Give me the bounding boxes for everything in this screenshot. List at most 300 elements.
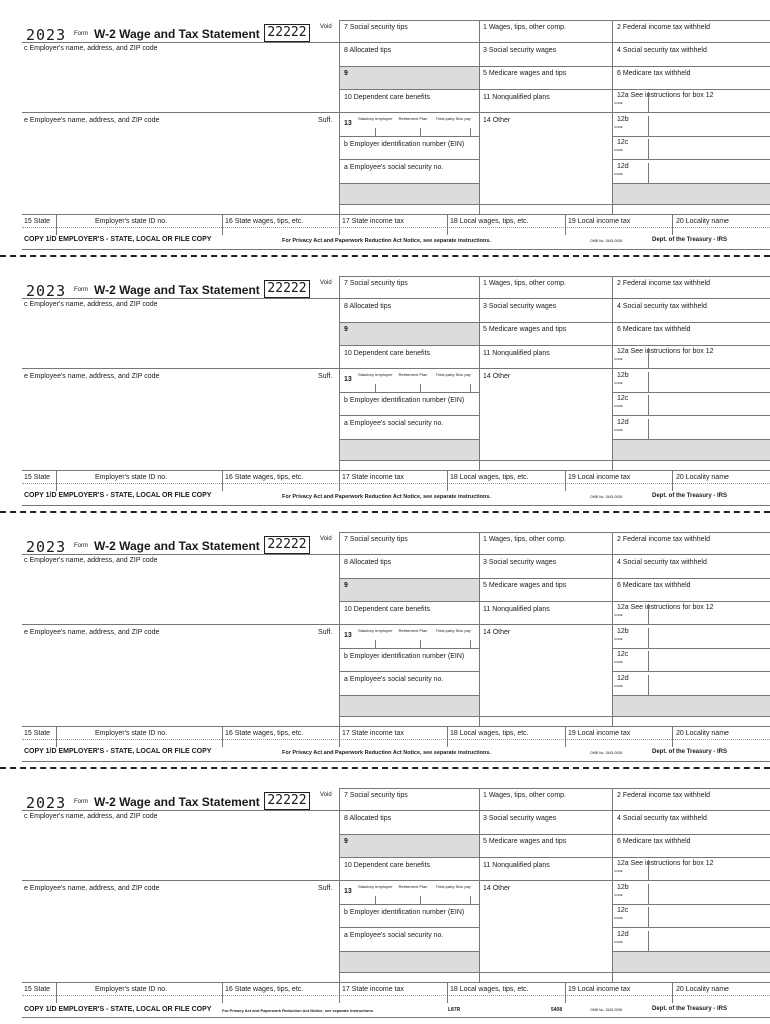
code-separator bbox=[648, 116, 649, 136]
privacy-notice: For Privacy Act and Paperwork Reduction Act Notice, see separate instructions. bbox=[282, 750, 491, 756]
box-a-label: a Employee's social security no. bbox=[344, 164, 444, 171]
box-2-label: 2 Federal income tax withheld bbox=[617, 24, 710, 31]
box-3-label: 3 Social security wages bbox=[483, 303, 557, 310]
dotted-divider bbox=[22, 483, 770, 484]
box-18-label: 18 Local wages, tips, etc. bbox=[450, 986, 529, 993]
suffix-label: Suff. bbox=[318, 629, 333, 636]
divider bbox=[222, 726, 223, 747]
box-9-shade bbox=[340, 835, 479, 857]
form-year: 2023 bbox=[26, 282, 67, 300]
box-4-label: 4 Social security tax withheld bbox=[617, 47, 707, 54]
box-15-id-label: Employer's state ID no. bbox=[95, 218, 168, 225]
divider bbox=[339, 298, 770, 299]
box-11-label: 11 Nonqualified plans bbox=[483, 606, 550, 613]
box-19-label: 19 Local income tax bbox=[568, 986, 631, 993]
box-13-statutory-label: Statutory employee bbox=[358, 884, 393, 889]
divider bbox=[339, 788, 770, 789]
copy-label: COPY 1/D EMPLOYER'S - STATE, LOCAL OR FILE COPY bbox=[24, 748, 212, 755]
shade-area bbox=[340, 952, 479, 972]
omb-number: OMB No. 1545-0008 bbox=[590, 751, 623, 755]
box-e-label: e Employee's name, address, and ZIP code bbox=[24, 117, 160, 124]
form-year: 2023 bbox=[26, 794, 67, 812]
divider bbox=[612, 159, 770, 160]
box-8-label: 8 Allocated tips bbox=[344, 559, 392, 566]
code-separator bbox=[648, 628, 649, 648]
divider bbox=[222, 470, 223, 491]
code-separator bbox=[648, 675, 649, 695]
divider bbox=[612, 904, 770, 905]
checkbox-13-thirdparty[interactable] bbox=[470, 896, 471, 904]
code-label: CODE bbox=[614, 101, 623, 105]
box-12d-label: 12d bbox=[617, 163, 629, 170]
cut-line bbox=[0, 511, 770, 513]
divider bbox=[339, 554, 770, 555]
divider bbox=[339, 42, 770, 43]
divider bbox=[22, 624, 770, 625]
divider bbox=[339, 972, 770, 973]
divider bbox=[612, 392, 770, 393]
w2-form-3 bbox=[0, 532, 770, 762]
box-14-label: 14 Other bbox=[483, 117, 511, 124]
box-10-label: 10 Dependent care benefits bbox=[344, 862, 431, 869]
dotted-divider bbox=[22, 739, 770, 740]
privacy-notice: For Privacy Act and Paperwork Reduction Act Notice, see separate instructions. bbox=[282, 494, 491, 500]
dept-label: Dept. of the Treasury - IRS bbox=[652, 493, 728, 499]
divider bbox=[612, 415, 770, 416]
code-label: CODE bbox=[614, 381, 623, 385]
form-word: Form bbox=[74, 287, 88, 293]
form-code: 22222 bbox=[264, 792, 310, 810]
box-6-label: 6 Medicare tax withheld bbox=[617, 70, 691, 77]
code-label: CODE bbox=[614, 404, 623, 408]
box-13-statutory-label: Statutory employee bbox=[358, 372, 393, 377]
box-12c-label: 12c bbox=[617, 395, 629, 402]
box-16-label: 16 State wages, tips, etc. bbox=[225, 218, 304, 225]
code-label: CODE bbox=[614, 148, 623, 152]
divider bbox=[479, 20, 480, 214]
box-14-label: 14 Other bbox=[483, 885, 511, 892]
divider bbox=[612, 927, 770, 928]
divider bbox=[22, 554, 339, 555]
checkbox-13-thirdparty[interactable] bbox=[470, 128, 471, 136]
box-12a-label: 12a See instructions for box 12 bbox=[617, 348, 714, 355]
form-code: 22222 bbox=[264, 536, 310, 554]
box-12c-label: 12c bbox=[617, 651, 629, 658]
box-17-label: 17 State income tax bbox=[342, 730, 404, 737]
box-7-label: 7 Social security tips bbox=[344, 792, 408, 799]
box-18-label: 18 Local wages, tips, etc. bbox=[450, 218, 529, 225]
box-17-label: 17 State income tax bbox=[342, 474, 404, 481]
divider bbox=[339, 204, 770, 205]
box-e-label: e Employee's name, address, and ZIP code bbox=[24, 885, 160, 892]
divider bbox=[479, 532, 480, 726]
code-separator bbox=[648, 163, 649, 183]
w2-form-1 bbox=[0, 20, 770, 250]
divider bbox=[22, 1017, 770, 1018]
divider bbox=[339, 392, 479, 393]
box-16-label: 16 State wages, tips, etc. bbox=[225, 474, 304, 481]
box-3-label: 3 Social security wages bbox=[483, 47, 557, 54]
shade-area bbox=[613, 696, 770, 716]
w2-form-4 bbox=[0, 788, 770, 1018]
form-word: Form bbox=[74, 31, 88, 37]
box-14-label: 14 Other bbox=[483, 373, 511, 380]
box-e-label: e Employee's name, address, and ZIP code bbox=[24, 373, 160, 380]
privacy-notice: For Privacy Act and Paperwork Reduction Act Notice, see separate instructions. bbox=[282, 238, 491, 244]
divider bbox=[22, 112, 770, 113]
divider bbox=[565, 982, 566, 1003]
box-5-label: 5 Medicare wages and tips bbox=[483, 326, 567, 333]
box-16-label: 16 State wages, tips, etc. bbox=[225, 986, 304, 993]
box-12a-label: 12a See instructions for box 12 bbox=[617, 92, 714, 99]
box-9-label: 9 bbox=[344, 70, 348, 77]
box-b-label: b Employer identification number (EIN) bbox=[344, 397, 465, 404]
box-9-shade bbox=[340, 579, 479, 601]
divider bbox=[22, 726, 770, 727]
divider bbox=[22, 505, 770, 506]
box-e-label: e Employee's name, address, and ZIP code bbox=[24, 629, 160, 636]
box-20-label: 20 Locality name bbox=[676, 730, 729, 737]
divider bbox=[339, 214, 340, 235]
box-7-label: 7 Social security tips bbox=[344, 24, 408, 31]
box-13-label: 13 bbox=[344, 120, 352, 127]
box-1-label: 1 Wages, tips, other comp. bbox=[483, 24, 566, 31]
box-12c-label: 12c bbox=[617, 139, 629, 146]
box-c-label: c Employer's name, address, and ZIP code bbox=[24, 557, 158, 564]
box-16-label: 16 State wages, tips, etc. bbox=[225, 730, 304, 737]
divider bbox=[22, 761, 770, 762]
box-13-statutory-label: Statutory employee bbox=[358, 628, 393, 633]
checkbox-13-retirement[interactable] bbox=[420, 128, 421, 136]
divider bbox=[339, 20, 770, 21]
box-20-label: 20 Locality name bbox=[676, 474, 729, 481]
box-3-label: 3 Social security wages bbox=[483, 559, 557, 566]
code-label: CODE bbox=[614, 916, 623, 920]
shade-area bbox=[613, 440, 770, 460]
box-1-label: 1 Wages, tips, other comp. bbox=[483, 792, 566, 799]
divider bbox=[339, 159, 479, 160]
box-4-label: 4 Social security tax withheld bbox=[617, 815, 707, 822]
checkbox-13-retirement[interactable] bbox=[420, 384, 421, 392]
box-2-label: 2 Federal income tax withheld bbox=[617, 280, 710, 287]
divider bbox=[479, 276, 480, 470]
box-7-label: 7 Social security tips bbox=[344, 280, 408, 287]
divider bbox=[339, 601, 770, 602]
void-checkbox-label: Void bbox=[320, 536, 332, 542]
box-c-label: c Employer's name, address, and ZIP code bbox=[24, 301, 158, 308]
code-label: CODE bbox=[614, 125, 623, 129]
divider bbox=[447, 470, 448, 491]
box-12b-label: 12b bbox=[617, 884, 629, 891]
divider bbox=[672, 982, 673, 1003]
code-separator bbox=[648, 884, 649, 904]
dept-label: Dept. of the Treasury - IRS bbox=[652, 237, 728, 243]
box-1-label: 1 Wages, tips, other comp. bbox=[483, 280, 566, 287]
divider bbox=[339, 345, 770, 346]
checkbox-13-thirdparty[interactable] bbox=[470, 384, 471, 392]
form-year: 2023 bbox=[26, 26, 67, 44]
box-5-label: 5 Medicare wages and tips bbox=[483, 582, 567, 589]
box-5-label: 5 Medicare wages and tips bbox=[483, 70, 567, 77]
divider bbox=[339, 726, 340, 747]
box-13-retirement-label: Retirement Plan bbox=[398, 628, 428, 633]
box-15-label: 15 State bbox=[24, 730, 51, 737]
box-13-thirdparty-label: Third-party Sick pay bbox=[435, 628, 471, 633]
shade-area bbox=[613, 184, 770, 204]
box-7-label: 7 Social security tips bbox=[344, 536, 408, 543]
code-separator bbox=[648, 907, 649, 927]
box-a-label: a Employee's social security no. bbox=[344, 420, 444, 427]
box-8-label: 8 Allocated tips bbox=[344, 815, 392, 822]
divider bbox=[447, 982, 448, 1003]
box-13-thirdparty-label: Third-party Sick pay bbox=[435, 372, 471, 377]
box-13-statutory-label: Statutory employee bbox=[358, 116, 393, 121]
divider bbox=[22, 368, 770, 369]
box-12b-label: 12b bbox=[617, 628, 629, 635]
divider bbox=[339, 982, 340, 1003]
box-19-label: 19 Local income tax bbox=[568, 218, 631, 225]
box-a-label: a Employee's social security no. bbox=[344, 676, 444, 683]
box-12d-label: 12d bbox=[617, 419, 629, 426]
box-13-label: 13 bbox=[344, 888, 352, 895]
divider bbox=[339, 857, 770, 858]
box-18-label: 18 Local wages, tips, etc. bbox=[450, 730, 529, 737]
dotted-divider bbox=[22, 227, 770, 228]
box-13-retirement-label: Retirement Plan bbox=[398, 372, 428, 377]
form-word: Form bbox=[74, 543, 88, 549]
divider bbox=[22, 982, 770, 983]
divider bbox=[339, 460, 770, 461]
divider bbox=[339, 136, 479, 137]
form-title: W-2 Wage and Tax Statement bbox=[94, 539, 260, 553]
divider bbox=[565, 726, 566, 747]
suffix-label: Suff. bbox=[318, 373, 333, 380]
dept-label: Dept. of the Treasury - IRS bbox=[652, 749, 728, 755]
shade-area bbox=[340, 184, 479, 204]
code-label: CODE bbox=[614, 172, 623, 176]
box-15-id-label: Employer's state ID no. bbox=[95, 986, 168, 993]
shade-area bbox=[340, 440, 479, 460]
suffix-label: Suff. bbox=[318, 885, 333, 892]
dotted-divider bbox=[22, 995, 770, 996]
divider bbox=[447, 214, 448, 235]
divider bbox=[339, 904, 479, 905]
box-13-thirdparty-label: Third-party Sick pay bbox=[435, 116, 471, 121]
box-13-label: 13 bbox=[344, 632, 352, 639]
box-11-label: 11 Nonqualified plans bbox=[483, 94, 550, 101]
box-18-label: 18 Local wages, tips, etc. bbox=[450, 474, 529, 481]
box-10-label: 10 Dependent care benefits bbox=[344, 606, 431, 613]
divider bbox=[612, 136, 770, 137]
box-11-label: 11 Nonqualified plans bbox=[483, 862, 550, 869]
box-6-label: 6 Medicare tax withheld bbox=[617, 582, 691, 589]
copy-label: COPY 1/D EMPLOYER'S - STATE, LOCAL OR FILE COPY bbox=[24, 1006, 212, 1013]
box-19-label: 19 Local income tax bbox=[568, 730, 631, 737]
box-12a-label: 12a See instructions for box 12 bbox=[617, 604, 714, 611]
box-15-label: 15 State bbox=[24, 218, 51, 225]
form-word: Form bbox=[74, 799, 88, 805]
box-15-label: 15 State bbox=[24, 474, 51, 481]
box-c-label: c Employer's name, address, and ZIP code bbox=[24, 813, 158, 820]
privacy-notice: For Privacy Act and Paperwork Reduction Act Notice, see separate instructions. bbox=[222, 1008, 374, 1013]
divider bbox=[339, 927, 479, 928]
code-label: CODE bbox=[614, 613, 623, 617]
box-20-label: 20 Locality name bbox=[676, 986, 729, 993]
box-12a-label: 12a See instructions for box 12 bbox=[617, 860, 714, 867]
omb-number: OMB No. 1545-0008 bbox=[590, 1008, 623, 1012]
divider bbox=[339, 716, 770, 717]
box-12d-label: 12d bbox=[617, 931, 629, 938]
divider bbox=[56, 470, 57, 491]
divider bbox=[339, 810, 770, 811]
divider bbox=[22, 298, 339, 299]
divider bbox=[612, 671, 770, 672]
box-9-shade bbox=[340, 67, 479, 89]
form-code: 22222 bbox=[264, 280, 310, 298]
void-checkbox-label: Void bbox=[320, 24, 332, 30]
box-15-id-label: Employer's state ID no. bbox=[95, 474, 168, 481]
cut-line bbox=[0, 767, 770, 769]
copy-label: COPY 1/D EMPLOYER'S - STATE, LOCAL OR FILE COPY bbox=[24, 236, 212, 243]
code-separator bbox=[648, 651, 649, 671]
form-code: 22222 bbox=[264, 24, 310, 42]
divider bbox=[447, 726, 448, 747]
box-14-label: 14 Other bbox=[483, 629, 511, 636]
checkbox-13-statutory[interactable] bbox=[375, 384, 376, 392]
divider bbox=[339, 470, 340, 491]
code-label: CODE bbox=[614, 684, 623, 688]
box-10-label: 10 Dependent care benefits bbox=[344, 94, 431, 101]
code-label: CODE bbox=[614, 637, 623, 641]
box-8-label: 8 Allocated tips bbox=[344, 47, 392, 54]
divider bbox=[672, 470, 673, 491]
box-10-label: 10 Dependent care benefits bbox=[344, 350, 431, 357]
box-12c-label: 12c bbox=[617, 907, 629, 914]
box-2-label: 2 Federal income tax withheld bbox=[617, 536, 710, 543]
box-4-label: 4 Social security tax withheld bbox=[617, 303, 707, 310]
shade-area bbox=[340, 696, 479, 716]
code-separator bbox=[648, 931, 649, 951]
void-checkbox-label: Void bbox=[320, 280, 332, 286]
code-label: CODE bbox=[614, 869, 623, 873]
box-8-label: 8 Allocated tips bbox=[344, 303, 392, 310]
divider bbox=[22, 470, 770, 471]
divider bbox=[56, 214, 57, 235]
divider bbox=[339, 415, 479, 416]
w2-form-2 bbox=[0, 276, 770, 506]
divider bbox=[339, 671, 479, 672]
shade-area bbox=[613, 952, 770, 972]
omb-number: OMB No. 1545-0008 bbox=[590, 495, 623, 499]
box-12d-label: 12d bbox=[617, 675, 629, 682]
void-checkbox-label: Void bbox=[320, 792, 332, 798]
code-label: CODE bbox=[614, 428, 623, 432]
box-13-label: 13 bbox=[344, 376, 352, 383]
divider bbox=[222, 214, 223, 235]
code-label: CODE bbox=[614, 357, 623, 361]
divider bbox=[22, 42, 339, 43]
divider bbox=[22, 214, 770, 215]
box-12b-label: 12b bbox=[617, 116, 629, 123]
omb-number: OMB No. 1545-0008 bbox=[590, 239, 623, 243]
dept-label: Dept. of the Treasury - IRS bbox=[652, 1006, 728, 1012]
box-b-label: b Employer identification number (EIN) bbox=[344, 653, 465, 660]
code-separator bbox=[648, 372, 649, 392]
box-9-shade bbox=[340, 323, 479, 345]
divider bbox=[565, 470, 566, 491]
divider bbox=[339, 276, 770, 277]
box-9-label: 9 bbox=[344, 326, 348, 333]
box-13-retirement-label: Retirement Plan bbox=[398, 884, 428, 889]
divider bbox=[222, 982, 223, 1003]
divider bbox=[22, 249, 770, 250]
box-b-label: b Employer identification number (EIN) bbox=[344, 909, 465, 916]
form-year: 2023 bbox=[26, 538, 67, 556]
checkbox-13-retirement[interactable] bbox=[420, 640, 421, 648]
divider bbox=[479, 788, 480, 982]
box-9-label: 9 bbox=[344, 582, 348, 589]
code-separator bbox=[648, 419, 649, 439]
box-3-label: 3 Social security wages bbox=[483, 815, 557, 822]
copy-label: COPY 1/D EMPLOYER'S - STATE, LOCAL OR FILE COPY bbox=[24, 492, 212, 499]
box-11-label: 11 Nonqualified plans bbox=[483, 350, 550, 357]
form-code-label: L87R bbox=[448, 1007, 461, 1013]
divider bbox=[56, 726, 57, 747]
box-15-label: 15 State bbox=[24, 986, 51, 993]
box-2-label: 2 Federal income tax withheld bbox=[617, 792, 710, 799]
box-17-label: 17 State income tax bbox=[342, 218, 404, 225]
box-19-label: 19 Local income tax bbox=[568, 474, 631, 481]
suffix-label: Suff. bbox=[318, 117, 333, 124]
form-title: W-2 Wage and Tax Statement bbox=[94, 283, 260, 297]
box-17-label: 17 State income tax bbox=[342, 986, 404, 993]
form-number: 5408 bbox=[551, 1007, 563, 1013]
code-separator bbox=[648, 139, 649, 159]
box-a-label: a Employee's social security no. bbox=[344, 932, 444, 939]
box-20-label: 20 Locality name bbox=[676, 218, 729, 225]
form-title: W-2 Wage and Tax Statement bbox=[94, 795, 260, 809]
box-6-label: 6 Medicare tax withheld bbox=[617, 838, 691, 845]
checkbox-13-thirdparty[interactable] bbox=[470, 640, 471, 648]
box-1-label: 1 Wages, tips, other comp. bbox=[483, 536, 566, 543]
code-label: CODE bbox=[614, 940, 623, 944]
divider bbox=[565, 214, 566, 235]
cut-line bbox=[0, 255, 770, 257]
divider bbox=[672, 214, 673, 235]
box-b-label: b Employer identification number (EIN) bbox=[344, 141, 465, 148]
box-6-label: 6 Medicare tax withheld bbox=[617, 326, 691, 333]
divider bbox=[672, 726, 673, 747]
box-13-retirement-label: Retirement Plan bbox=[398, 116, 428, 121]
code-label: CODE bbox=[614, 660, 623, 664]
checkbox-13-statutory[interactable] bbox=[375, 640, 376, 648]
box-4-label: 4 Social security tax withheld bbox=[617, 559, 707, 566]
divider bbox=[339, 648, 479, 649]
checkbox-13-statutory[interactable] bbox=[375, 128, 376, 136]
divider bbox=[56, 982, 57, 1003]
box-c-label: c Employer's name, address, and ZIP code bbox=[24, 45, 158, 52]
checkbox-13-statutory[interactable] bbox=[375, 896, 376, 904]
code-label: CODE bbox=[614, 893, 623, 897]
checkbox-13-retirement[interactable] bbox=[420, 896, 421, 904]
code-separator bbox=[648, 395, 649, 415]
box-9-label: 9 bbox=[344, 838, 348, 845]
divider bbox=[339, 532, 770, 533]
divider bbox=[22, 880, 770, 881]
box-13-thirdparty-label: Third-party Sick pay bbox=[435, 884, 471, 889]
divider bbox=[339, 89, 770, 90]
divider bbox=[612, 648, 770, 649]
